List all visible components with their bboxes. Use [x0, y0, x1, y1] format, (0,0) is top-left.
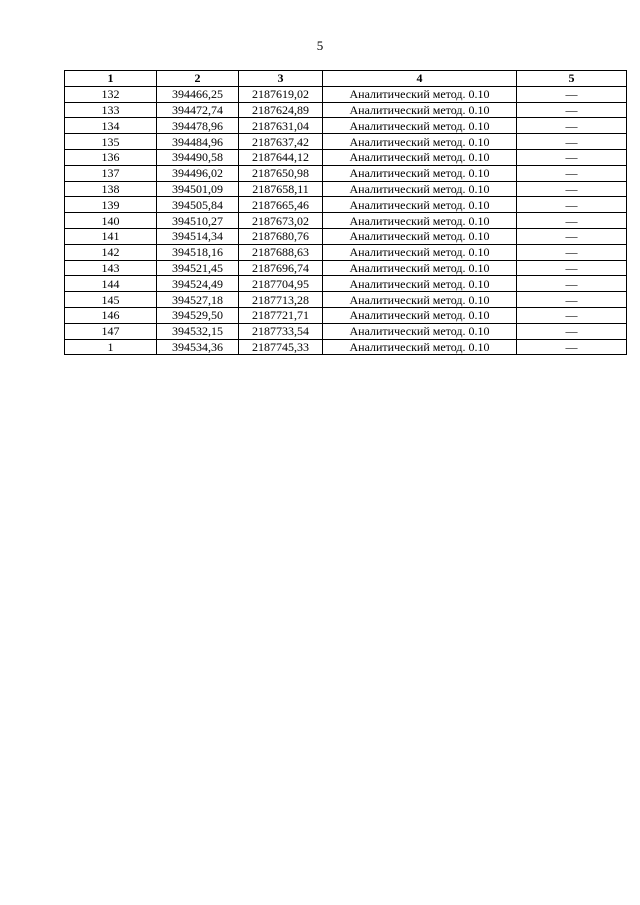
cell-method: Аналитический метод. 0.10 — [323, 276, 517, 292]
table-row — [65, 339, 627, 355]
cell-x: 394478,96 — [157, 118, 239, 134]
table-row — [65, 228, 627, 244]
cell-point-number: 133 — [65, 102, 157, 118]
cell-description: — — [517, 228, 627, 244]
cell-y: 2187673,02 — [239, 213, 323, 229]
table-row — [65, 118, 627, 134]
cell-description: — — [517, 165, 627, 181]
cell-description: — — [517, 134, 627, 150]
cell-y: 2187696,74 — [239, 260, 323, 276]
page-number: 5 — [316, 38, 324, 53]
header-cell-x: 2 — [157, 71, 239, 87]
header-cell-y: 3 — [239, 71, 323, 87]
cell-method: Аналитический метод. 0.10 — [323, 149, 517, 165]
cell-point-number: 137 — [65, 165, 157, 181]
cell-y: 2187650,98 — [239, 165, 323, 181]
cell-description: — — [517, 307, 627, 323]
table-row — [65, 276, 627, 292]
table-row — [65, 134, 627, 150]
table-row — [65, 149, 627, 165]
cell-y: 2187624,89 — [239, 102, 323, 118]
cell-point-number: 146 — [65, 307, 157, 323]
cell-method: Аналитический метод. 0.10 — [323, 181, 517, 197]
cell-x: 394490,58 — [157, 149, 239, 165]
cell-x: 394505,84 — [157, 197, 239, 213]
cell-description: — — [517, 244, 627, 260]
cell-x: 394496,02 — [157, 165, 239, 181]
cell-description: — — [517, 149, 627, 165]
cell-description: — — [517, 292, 627, 308]
cell-point-number: 132 — [65, 86, 157, 102]
cell-method: Аналитический метод. 0.10 — [323, 134, 517, 150]
cell-x: 394472,74 — [157, 102, 239, 118]
cell-y: 2187680,76 — [239, 228, 323, 244]
cell-y: 2187658,11 — [239, 181, 323, 197]
cell-point-number: 147 — [65, 323, 157, 339]
cell-point-number: 143 — [65, 260, 157, 276]
cell-description: — — [517, 323, 627, 339]
cell-x: 394484,96 — [157, 134, 239, 150]
cell-description: — — [517, 260, 627, 276]
cell-description: — — [517, 102, 627, 118]
cell-method: Аналитический метод. 0.10 — [323, 197, 517, 213]
cell-point-number: 141 — [65, 228, 157, 244]
cell-y: 2187721,71 — [239, 307, 323, 323]
cell-method: Аналитический метод. 0.10 — [323, 86, 517, 102]
cell-point-number: 144 — [65, 276, 157, 292]
cell-method: Аналитический метод. 0.10 — [323, 307, 517, 323]
cell-x: 394521,45 — [157, 260, 239, 276]
header-cell-description: 5 — [517, 71, 627, 87]
header-row — [65, 71, 627, 87]
table-row — [65, 197, 627, 213]
table-row — [65, 244, 627, 260]
cell-y: 2187745,33 — [239, 339, 323, 355]
cell-x: 394529,50 — [157, 307, 239, 323]
cell-method: Аналитический метод. 0.10 — [323, 260, 517, 276]
cell-point-number: 142 — [65, 244, 157, 260]
cell-method: Аналитический метод. 0.10 — [323, 292, 517, 308]
cell-description: — — [517, 339, 627, 355]
table-row — [65, 307, 627, 323]
cell-x: 394534,36 — [157, 339, 239, 355]
table-row — [65, 260, 627, 276]
cell-x: 394527,18 — [157, 292, 239, 308]
cell-method: Аналитический метод. 0.10 — [323, 118, 517, 134]
cell-y: 2187733,54 — [239, 323, 323, 339]
cell-y: 2187665,46 — [239, 197, 323, 213]
cell-point-number: 1 — [65, 339, 157, 355]
cell-point-number: 135 — [65, 134, 157, 150]
header-cell-point-number: 1 — [65, 71, 157, 87]
cell-method: Аналитический метод. 0.10 — [323, 323, 517, 339]
cell-y: 2187713,28 — [239, 292, 323, 308]
cell-point-number: 138 — [65, 181, 157, 197]
cell-y: 2187704,95 — [239, 276, 323, 292]
table-row — [65, 323, 627, 339]
cell-description: — — [517, 213, 627, 229]
cell-description: — — [517, 181, 627, 197]
cell-method: Аналитический метод. 0.10 — [323, 165, 517, 181]
cell-y: 2187631,04 — [239, 118, 323, 134]
cell-description: — — [517, 118, 627, 134]
cell-y: 2187644,12 — [239, 149, 323, 165]
cell-point-number: 139 — [65, 197, 157, 213]
table-row — [65, 102, 627, 118]
cell-point-number: 136 — [65, 149, 157, 165]
table-row — [65, 213, 627, 229]
header-cell-method: 4 — [323, 71, 517, 87]
cell-x: 394466,25 — [157, 86, 239, 102]
cell-x: 394518,16 — [157, 244, 239, 260]
table-row — [65, 165, 627, 181]
coordinates-table — [64, 70, 627, 355]
table-row — [65, 292, 627, 308]
cell-y: 2187688,63 — [239, 244, 323, 260]
cell-point-number: 145 — [65, 292, 157, 308]
table-row — [65, 86, 627, 102]
cell-method: Аналитический метод. 0.10 — [323, 102, 517, 118]
cell-method: Аналитический метод. 0.10 — [323, 228, 517, 244]
cell-x: 394524,49 — [157, 276, 239, 292]
cell-point-number: 134 — [65, 118, 157, 134]
cell-x: 394514,34 — [157, 228, 239, 244]
cell-method: Аналитический метод. 0.10 — [323, 244, 517, 260]
cell-point-number: 140 — [65, 213, 157, 229]
cell-description: — — [517, 276, 627, 292]
cell-description: — — [517, 86, 627, 102]
cell-method: Аналитический метод. 0.10 — [323, 339, 517, 355]
cell-y: 2187619,02 — [239, 86, 323, 102]
cell-x: 394532,15 — [157, 323, 239, 339]
table-row — [65, 181, 627, 197]
cell-x: 394510,27 — [157, 213, 239, 229]
table-header — [65, 71, 627, 87]
table-body — [65, 86, 627, 355]
cell-y: 2187637,42 — [239, 134, 323, 150]
cell-description: — — [517, 197, 627, 213]
cell-method: Аналитический метод. 0.10 — [323, 213, 517, 229]
cell-x: 394501,09 — [157, 181, 239, 197]
